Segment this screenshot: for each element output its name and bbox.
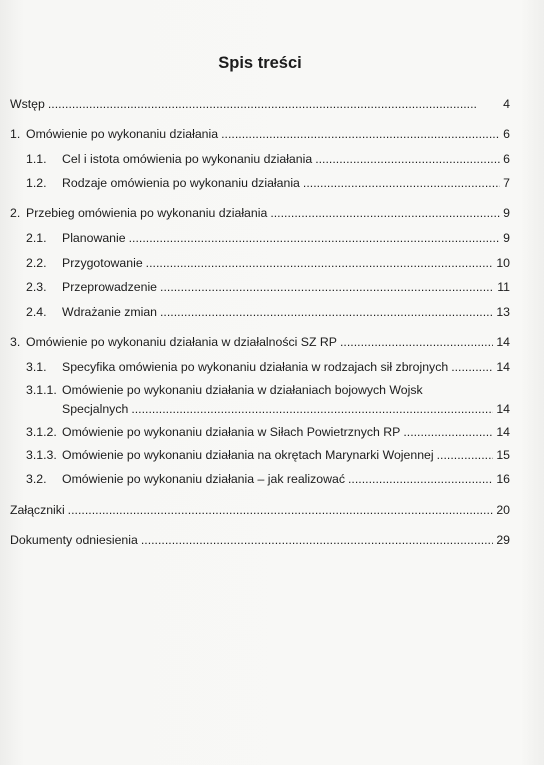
- toc-entry[interactable]: [10, 255, 510, 271]
- toc-entry[interactable]: [10, 334, 510, 350]
- toc-entry-page: 14: [496, 335, 510, 349]
- toc-entry-title: Omówienie po wykonaniu działania w działaniach bojowych Wojsk: [62, 383, 423, 397]
- toc-entry-number: 3.1.: [26, 360, 47, 374]
- toc-entry-number: 2.4.: [26, 305, 47, 319]
- toc-entry-title: Przebieg omówienia po wykonaniu działania: [26, 206, 268, 220]
- toc-entry[interactable]: [10, 230, 510, 246]
- toc-entry[interactable]: [10, 175, 510, 191]
- toc-entry-page: 14: [496, 425, 510, 439]
- toc-entry[interactable]: [10, 382, 510, 417]
- toc-entry[interactable]: [10, 126, 510, 142]
- dot-leader: [68, 502, 494, 518]
- toc-entry-title: Cel i istota omówienia po wykonaniu działania: [62, 152, 313, 166]
- toc-entry-title: Omówienie po wykonaniu działania w działalności SZ RP: [26, 335, 337, 349]
- toc-entry[interactable]: [10, 151, 510, 167]
- toc-entry-title: Rodzaje omówienia po wykonaniu działania: [62, 176, 300, 190]
- dot-leader: [315, 151, 500, 167]
- dot-leader: [221, 126, 500, 142]
- toc-entry-number: 3.: [10, 335, 21, 349]
- toc-entry-page: 20: [496, 503, 510, 517]
- toc-entry-title: Przeprowadzenie: [62, 280, 158, 294]
- toc-entry-page: 29: [496, 533, 510, 547]
- toc-entry-number: 1.: [10, 127, 21, 141]
- toc-entry-page: 10: [496, 256, 510, 270]
- toc-entry-number: 3.1.1.: [26, 383, 57, 397]
- toc-entry-number: 1.2.: [26, 176, 47, 190]
- dot-leader: [141, 532, 493, 548]
- toc-entry-page: 16: [496, 472, 510, 486]
- toc-entry-title: Omówienie po wykonaniu działania na okrętach Marynarki Wojennej: [62, 448, 434, 462]
- toc-entry[interactable]: [10, 502, 510, 518]
- dot-leader: [451, 359, 493, 375]
- toc-entry-title: Planowanie: [62, 231, 126, 245]
- dot-leader: [160, 279, 494, 295]
- toc-entry-page: 4: [503, 97, 510, 111]
- toc-entry[interactable]: [10, 304, 510, 320]
- dot-leader: [403, 424, 493, 440]
- dot-leader: [129, 230, 501, 246]
- dot-leader: [160, 304, 493, 320]
- toc-entry[interactable]: [10, 532, 510, 548]
- toc-entry-number: 2.3.: [26, 280, 47, 294]
- toc-entry-title: Specyfika omówienia po wykonaniu działania w rodzajach sił zbrojnych: [62, 360, 449, 374]
- dot-leader: [437, 447, 494, 463]
- toc-entry-title-continued: Specjalnych: [62, 402, 129, 416]
- dot-leader: [146, 255, 494, 271]
- toc-entry-title: Dokumenty odniesienia: [10, 533, 138, 547]
- dot-leader: [340, 334, 493, 350]
- toc-entry[interactable]: [10, 205, 510, 221]
- toc-entry-page: 11: [497, 280, 510, 294]
- toc-entry-title: Omówienie po wykonaniu działania w Siłach Powietrznych RP: [62, 425, 401, 439]
- dot-leader: [270, 205, 500, 221]
- toc-entry-page: 6: [503, 152, 510, 166]
- toc-entry-title: Załączniki: [10, 503, 65, 517]
- toc-entry-page: 9: [503, 231, 510, 245]
- toc-entry-number: 3.1.3.: [26, 448, 57, 462]
- toc-entry-page: 9: [503, 206, 510, 220]
- toc-entry-title: Przygotowanie: [62, 256, 143, 270]
- toc-entry-number: 2.1.: [26, 231, 47, 245]
- toc-entry-page: 14: [496, 360, 510, 374]
- toc-entry-number: 1.1.: [26, 152, 47, 166]
- toc-entry-title: Omówienie po wykonaniu działania: [26, 127, 219, 141]
- toc-entry[interactable]: [10, 447, 510, 463]
- toc-entry[interactable]: [10, 359, 510, 375]
- toc-entry-number: 3.2.: [26, 472, 47, 486]
- toc-entry-page: 13: [496, 305, 510, 319]
- toc-entry[interactable]: [10, 471, 510, 487]
- dot-leader: [303, 175, 500, 191]
- dot-leader: [348, 471, 493, 487]
- dot-leader: [48, 96, 500, 112]
- toc-entry-title: Omówienie po wykonaniu działania – jak realizować: [62, 472, 345, 486]
- toc-entry-page: 15: [496, 448, 510, 462]
- toc-entry[interactable]: [10, 96, 510, 112]
- toc-entry-page: 14: [496, 402, 510, 416]
- toc-entry-page: 6: [503, 127, 510, 141]
- toc-entry[interactable]: [10, 279, 510, 295]
- toc-entry-number: 2.: [10, 206, 21, 220]
- toc-entry-page: 7: [503, 176, 510, 190]
- toc-entry[interactable]: [10, 424, 510, 440]
- toc-entry-title: Wdrażanie zmian: [62, 305, 157, 319]
- dot-leader: [131, 401, 493, 417]
- toc-entry-number: 2.2.: [26, 256, 47, 270]
- toc-title: Spis treści: [218, 54, 302, 72]
- toc-entry-number: 3.1.2.: [26, 425, 57, 439]
- toc-entry-title: Wstęp: [10, 97, 45, 111]
